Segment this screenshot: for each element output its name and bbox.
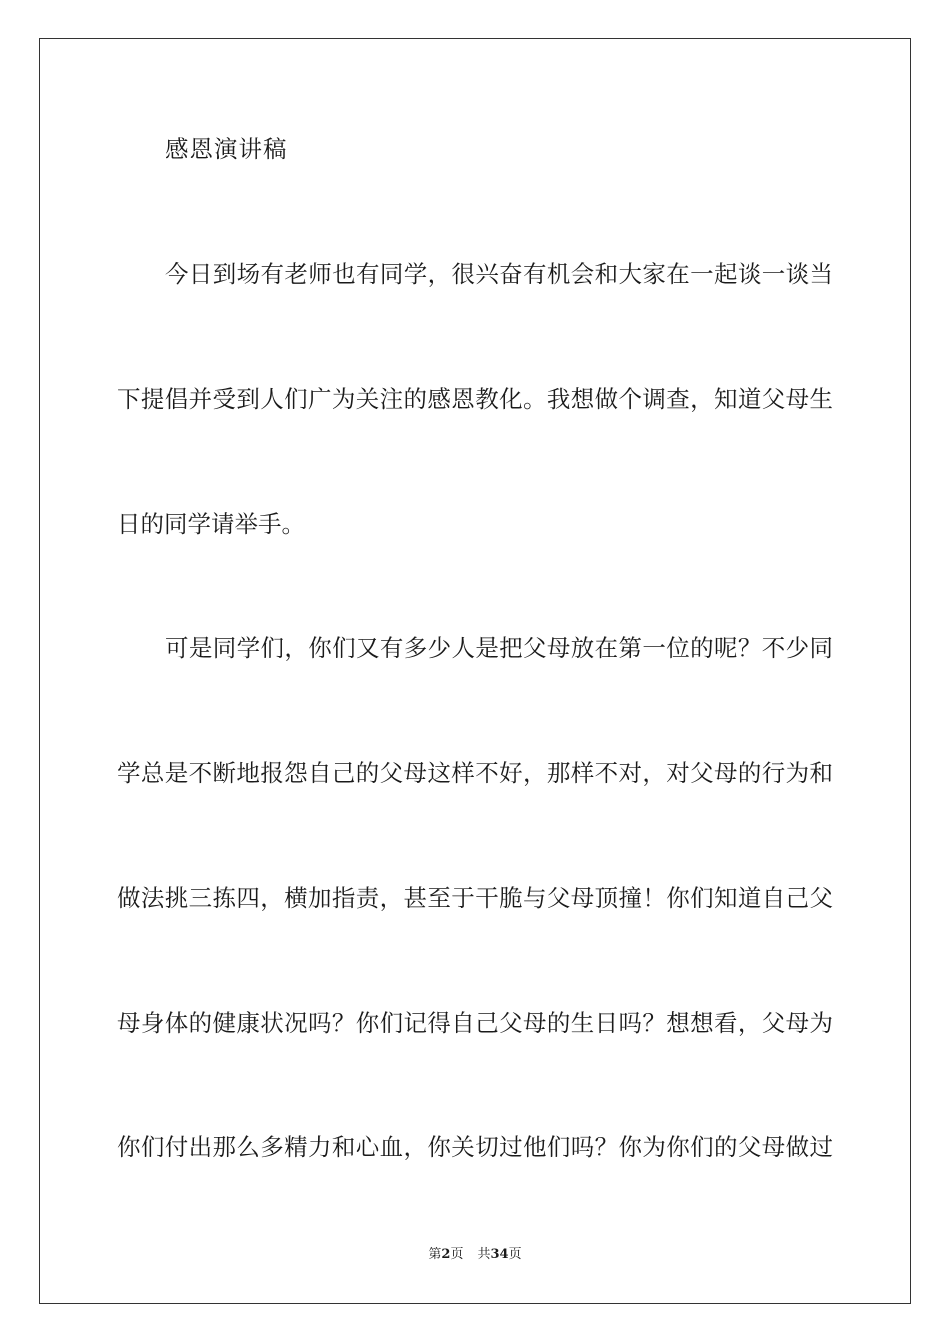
paragraph-2-line-4: 母身体的健康状况吗？你们记得自己父母的生日吗？想想看，父母为: [117, 1009, 833, 1037]
page-number: 2: [441, 1247, 451, 1262]
paragraph-1-line-1: 今日到场有老师也有同学，很兴奋有机会和大家在一起谈一谈当: [165, 260, 833, 288]
paragraph-2-line-2: 学总是不断地报怨自己的父母这样不好，那样不对，对父母的行为和: [117, 759, 833, 787]
document-title: 感恩演讲稿: [165, 135, 288, 163]
paragraph-2-line-1: 可是同学们，你们又有多少人是把父母放在第一位的呢？不少同: [165, 634, 833, 662]
page-border: [39, 38, 911, 1304]
paragraph-2-line-5: 你们付出那么多精力和心血，你关切过他们吗？你为你们的父母做过: [117, 1133, 833, 1161]
paragraph-1-line-3: 日的同学请举手。: [117, 510, 305, 538]
page-prefix: 第: [428, 1247, 442, 1262]
total-suffix: 页: [508, 1247, 522, 1262]
paragraph-2-line-3: 做法挑三拣四，横加指责，甚至于干脆与父母顶撞！你们知道自己父: [117, 884, 833, 912]
total-pages: 34: [490, 1247, 509, 1262]
page-footer: [0, 1246, 950, 1264]
total-prefix: 共: [477, 1247, 491, 1262]
paragraph-1-line-2: 下提倡并受到人们广为关注的感恩教化。我想做个调查，知道父母生: [117, 385, 833, 413]
page-suffix: 页: [450, 1247, 464, 1262]
